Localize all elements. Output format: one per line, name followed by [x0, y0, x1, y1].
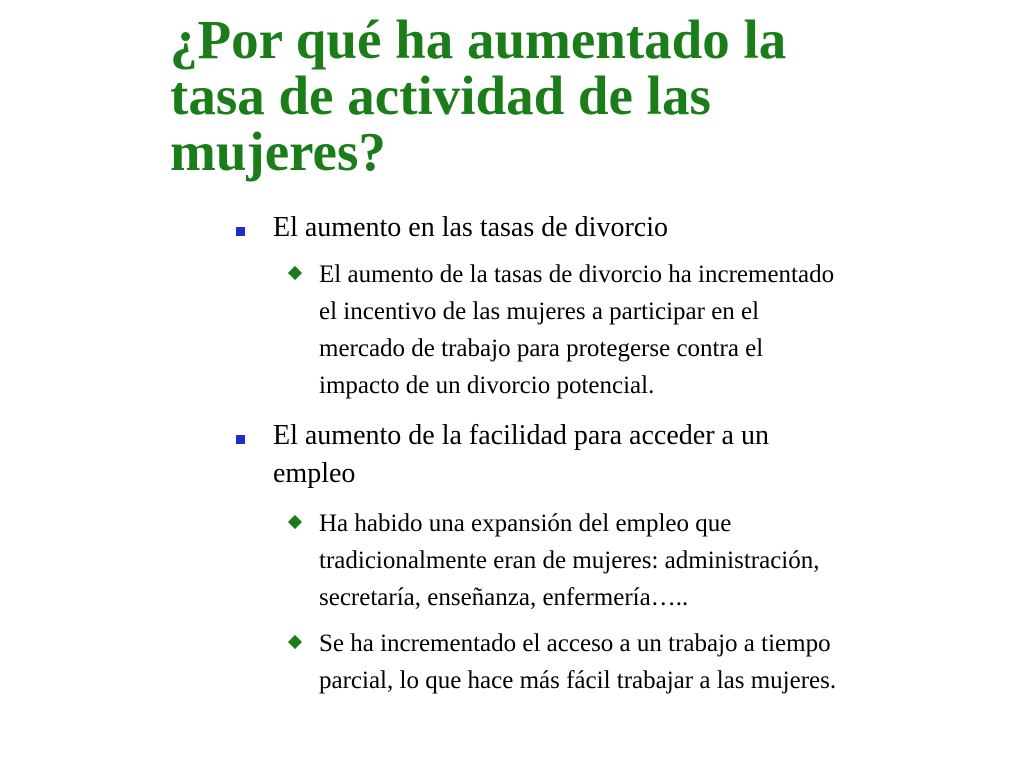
- diamond-bullet-icon: [288, 266, 302, 280]
- title-line: mujeres?: [170, 121, 386, 182]
- sub-bullet-text: el incentivo de las mujeres a participar en el: [319, 298, 760, 325]
- sub-bullet-text: mercado de trabajo para protegerse contra el: [319, 335, 764, 362]
- diamond-bullet-icon: [288, 635, 302, 649]
- sub-bullet-item: [319, 625, 836, 699]
- bullet-item: [273, 209, 668, 247]
- sub-bullet-text: Ha habido una expansión del empleo que: [319, 510, 732, 537]
- sub-bullet-text: parcial, lo que hace más fácil trabajar a las mujeres.: [319, 667, 837, 694]
- sub-bullet-text: tradicionalmente eran de mujeres: administración,: [319, 547, 820, 574]
- bullet-text: El aumento de la facilidad para acceder a un: [273, 420, 769, 451]
- sub-bullet-item: [319, 505, 820, 616]
- bullet-text: El aumento en las tasas de divorcio: [273, 212, 668, 243]
- bullet-item: [273, 417, 769, 493]
- title-line: ¿Por qué ha aumentado la: [170, 9, 787, 70]
- square-bullet-icon: [236, 435, 245, 444]
- square-bullet-icon: [236, 227, 245, 236]
- sub-bullet-text: Se ha incrementado el acceso a un trabajo a tiempo: [319, 630, 831, 657]
- sub-bullet-text: impacto de un divorcio potencial.: [319, 372, 655, 399]
- title-line: tasa de actividad de las: [170, 65, 711, 126]
- sub-bullet-item: [319, 256, 834, 404]
- bullet-text: empleo: [273, 458, 356, 489]
- sub-bullet-text: secretaría, enseñanza, enfermería…..: [319, 584, 689, 611]
- sub-bullet-text: El aumento de la tasas de divorcio ha incrementado: [319, 261, 835, 288]
- diamond-bullet-icon: [288, 515, 302, 529]
